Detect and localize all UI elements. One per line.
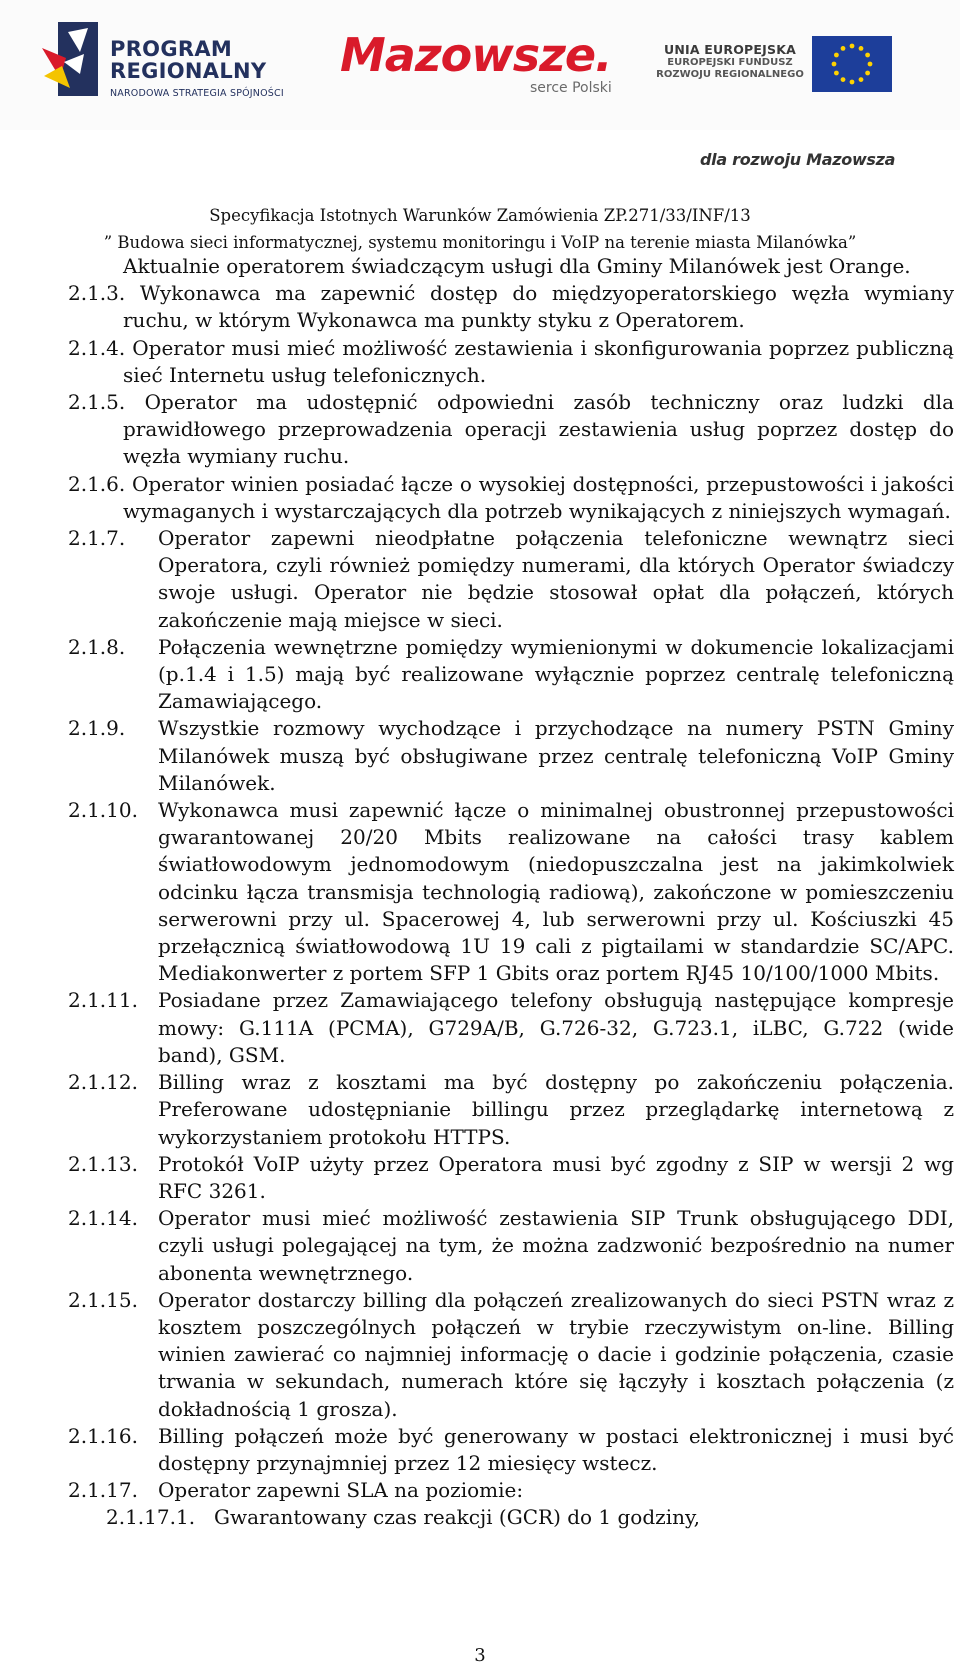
section-2-1-4: 2.1.4. Operator musi mieć możliwość zestawienia i skonfigurowania poprzez publiczną sieć Internetu usług telefonicznych. [68, 335, 955, 387]
section-2-1-9: 2.1.9. Wszystkie rozmowy wychodzące i przychodzące na numery PSTN Gminy Milanówek muszą być obsługiwane przez centralę telefoniczną VoIP Gminy Milanówek. [68, 716, 954, 795]
spec-subject: ” Budowa sieci informatycznej, systemu monitoringu i VoIP na terenie miasta Milanówka” [103, 233, 857, 252]
mazowsze-logo-wordmark: Mazowsze. [340, 28, 612, 82]
section-2-1-3: 2.1.3. Wykonawca ma zapewnić dostęp do międzyoperatorskiego węzła wymiany ruchu, w którym Wykonawca ma punkty styku z Operatorem. [68, 281, 954, 333]
program-regionalny-title: PROGRAM REGIONALNY [110, 37, 267, 83]
page-number: 3 [474, 1645, 486, 1666]
unia-europejska-text: UNIA EUROPEJSKA EUROPEJSKI FUNDUSZ ROZWOJU REGIONALNEGO [656, 42, 804, 80]
program-regionalny-emblem-icon [40, 18, 100, 100]
mazowsze-logo-subtitle: serce Polski [530, 80, 612, 96]
spec-title: Specyfikacja Istotnych Warunków Zamówienia ZP.271/33/INF/13 [209, 206, 751, 225]
mazowsze-logo [340, 30, 630, 100]
document-body [68, 253, 954, 1532]
section-2-1-11: 2.1.11. Posiadane przez Zamawiającego telefony obsługują następujące kompresje mowy: G.111A (PCMA), G729A/B, G.726-32, G.723.1, iLBC, G.722 (wide band), GSM. [68, 988, 954, 1067]
program-regionalny-logo [40, 18, 310, 108]
unia-europejska-logo [650, 36, 900, 96]
section-2-1-17: 2.1.17. Operator zapewni SLA na poziomie: [68, 1478, 524, 1503]
section-2-1-12: 2.1.12. Billing wraz z kosztami ma być dostępny po zakończeniu połączenia. Preferowane udostępnianie billingu przez przeglądarkę internetową z wykorzystaniem protokołu HTTPS. [68, 1070, 954, 1149]
section-2-1-5: 2.1.5. Operator ma udostępnić odpowiedni zasób techniczny oraz ludzki dla prawidłowego przeprowadzenia operacji zestawienia usług poprzez dostęp do węzła wymiany ruchu. [68, 390, 954, 469]
intro-paragraph: Aktualnie operatorem świadczącym usługi dla Gminy Milanówek jest Orange. [123, 254, 911, 278]
section-2-1-6: 2.1.6. Operator winien posiadać łącze o wysokiej dostępności, przepustowości i jakości wymaganych i wystarczających dla potrzeb wynikających z niniejszych wymagań. [68, 471, 954, 523]
section-2-1-14: 2.1.14. Operator musi mieć możliwość zestawienia SIP Trunk obsługującego DDI, czyli usługi polegającej na tym, że można zadzwonić bezpośrednio na numer abonenta wewnętrznego. [68, 1206, 954, 1285]
section-2-1-10: 2.1.10. Wykonawca musi zapewnić łącze o minimalnej obustronnej przepustowości gwarantowanej 20/20 Mbits realizowane na całości trasy kablem światłowodowym jednomodowym (niedopuszczalna jest na jakimkolwiek odcinku łącza transmisja technologią radiową), zakończone w pomieszczeniu serwerowni przy ul. Spacerowej 4, lub serwerowni przy ul. Kościuszki 45 przełącznicą światłowodową 1U 19 cali z pigtailami w standardzie SC/APC. Mediakonwerter z portem SFP 1 Gbits oraz portem RJ45 10/100/1000 Mbits. [68, 798, 954, 986]
section-2-1-7: 2.1.7. Operator zapewni nieodpłatne połączenia telefoniczne wewnątrz sieci Operatora, czyli również pomiędzy numerami, dla których Operator świadczy swoje usługi. Operator nie będzie stosował opłat dla połączeń, których zakończenie mają miejsce w sieci. [68, 526, 954, 632]
tagline: dla rozwoju Mazowsza [700, 150, 896, 169]
section-2-1-8: 2.1.8. Połączenia wewnętrzne pomiędzy wymienionymi w dokumencie lokalizacjami (p.1.4 i 1.5) mają być realizowane wyłącznie poprzez centralę telefoniczną Zamawiającego. [68, 634, 954, 714]
program-regionalny-subtitle: NARODOWA STRATEGIA SPÓJNOŚCI [110, 88, 284, 99]
section-2-1-13: 2.1.13. Protokół VoIP użyty przez Operatora musi być zgodny z SIP w wersji 2 wg RFC 3261. [68, 1151, 954, 1203]
eu-flag-icon [812, 36, 892, 92]
section-2-1-15: 2.1.15. Operator dostarczy billing dla połączeń zrealizowanych do sieci PSTN wraz z kosztem poszczególnych połączeń w trybie rzeczywistym on-line. Billing winien zawierać co najmniej informację o dacie i godzinie połączenia, czasie trwania w sekundach, numerach które się łączyły i kosztach połączenia (z dokładnością 1 grosza). [68, 1287, 954, 1421]
section-2-1-16: 2.1.16. Billing połączeń może być generowany w postaci elektronicznej i musi być dostępny przynajmniej przez 12 miesięcy wstecz. [68, 1423, 954, 1475]
section-2-1-17-1: 2.1.17.1. Gwarantowany czas reakcji (GCR) do 1 godziny, [106, 1505, 700, 1530]
logo-bar [0, 0, 960, 130]
